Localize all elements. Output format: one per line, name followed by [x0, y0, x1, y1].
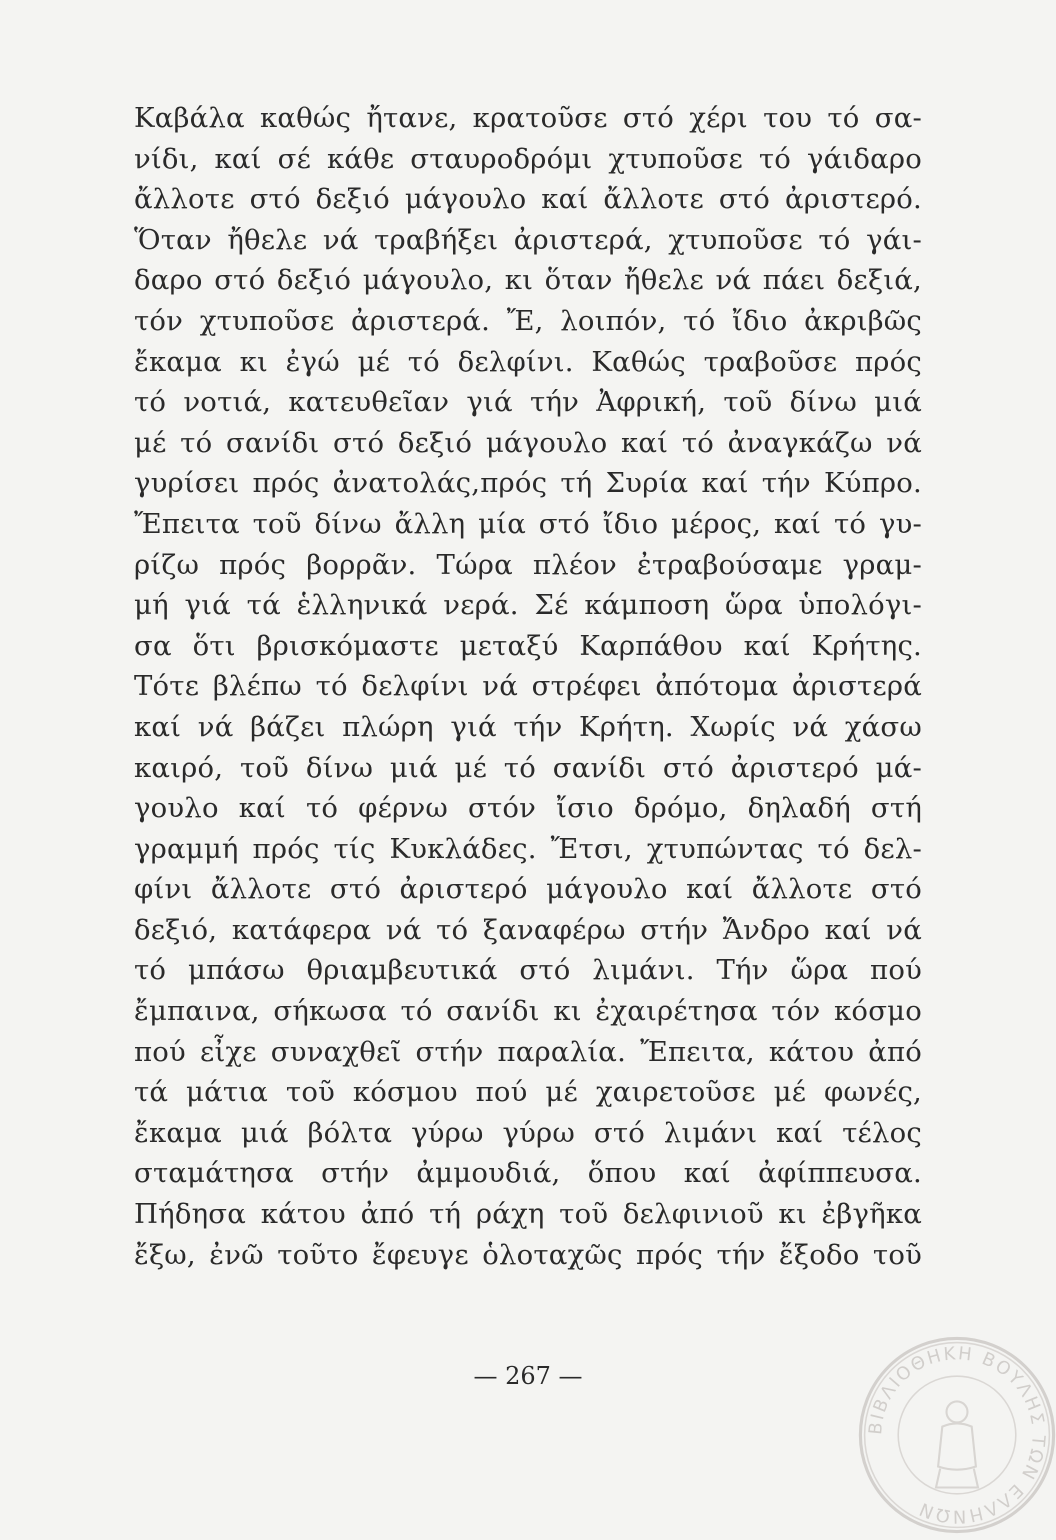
text-line: Καβάλα καθώς ἤτανε, κρατοῦσε στό χέρι του τό σα- [134, 102, 922, 134]
svg-text:ΒΙΒΛΙΟΘΗΚΗ ΒΟΥΛΗΣ ΤΩΝ ΕΛΛΗΝΩΝ [865, 1343, 1049, 1527]
text-line: ἔμπαινα, σήκωσα τό σανίδι κι ἐχαιρέτησα τόν κόσμο [134, 995, 922, 1028]
text-line: ἄλλοτε στό δεξιό μάγουλο καί ἄλλοτε στό ἀριστερό. [134, 183, 922, 216]
text-line: ἔκαμα κι ἐγώ μέ τό δελφίνι. Καθώς τραβοῦσε πρός [134, 345, 922, 378]
stamp-text: ΒΙΒΛΙΟΘΗΚΗ ΒΟΥΛΗΣ ΤΩΝ ΕΛΛΗΝΩΝ [865, 1343, 1049, 1527]
text-line: φίνι ἄλλοτε στό ἀριστερό μάγουλο καί ἄλλοτε στό [134, 873, 922, 906]
text-line: ρίζω πρός βορρᾶν. Τώρα πλέον ἐτραβούσαμε γραμ- [134, 548, 922, 581]
text-line: Ὅταν ἤθελε νά τραβήξει ἀριστερά, χτυποῦσε τό γάι- [134, 223, 922, 256]
text-line: μή γιά τά ἑλληνικά νερά. Σέ κάμποση ὥρα ὑπολόγι- [134, 589, 922, 622]
text-line: δεξιό, κατάφερα νά τό ξαναφέρω στήν Ἄνδρο καί νά [134, 913, 922, 946]
text-line: σταμάτησα στήν ἀμμουδιά, ὅπου καί ἀφίππευσα. [134, 1157, 922, 1190]
text-line: καί νά βάζει πλώρη γιά τήν Κρήτη. Χωρίς νά χάσω [134, 710, 922, 743]
text-line: ἔκαμα μιά βόλτα γύρω γύρω στό λιμάνι καί τέλος [134, 1116, 922, 1149]
text-line: νίδι, καί σέ κάθε σταυροδρόμι χτυποῦσε τό γάιδαρο [134, 142, 922, 175]
text-line: μέ τό σανίδι στό δεξιό μάγουλο καί τό ἀναγκάζω νά [134, 426, 922, 459]
text-line: Τότε βλέπω τό δελφίνι νά στρέφει ἀπότομα ἀριστερά [134, 670, 922, 703]
text-line: γραμμή πρός τίς Κυκλάδες. Ἔτσι, χτυπώντας τό δελ- [134, 832, 922, 865]
text-line: Πήδησα κάτου ἀπό τή ράχη τοῦ δελφινιοῦ κι ἐβγῆκα [134, 1198, 922, 1231]
text-line: γουλο καί τό φέρνω στόν ἴσιο δρόμο, δηλαδή στή [134, 792, 922, 825]
page-number: — 267 — [473, 1362, 583, 1390]
text-line: καιρό, τοῦ δίνω μιά μέ τό σανίδι στό ἀριστερό μά- [134, 751, 922, 784]
text-line: ἔξω, ἐνῶ τοῦτο ἔφευγε ὁλοταχῶς πρός τήν ἔξοδο τοῦ [134, 1238, 922, 1271]
text-line: τά μάτια τοῦ κόσμου πού μέ χαιρετοῦσε μέ φωνές, [134, 1076, 922, 1109]
text-line: τό νοτιά, κατευθεῖαν γιά τήν Ἀφρική, τοῦ δίνω μιά [134, 386, 922, 419]
text-line: τό μπάσω θριαμβευτικά στό λιμάνι. Τήν ὥρα πού [134, 954, 922, 987]
text-line: σα ὅτι βρισκόμαστε μεταξύ Καρπάθου καί Κρήτης. [134, 629, 922, 662]
text-line: δαρο στό δεξιό μάγουλο, κι ὅταν ἤθελε νά πάει δεξιά, [134, 264, 922, 297]
text-line: πού εἶχε συναχθεῖ στήν παραλία. Ἔπειτα, κάτου ἀπό [134, 1035, 922, 1068]
text-line: Ἔπειτα τοῦ δίνω ἄλλη μία στό ἴδιο μέρος, καί τό γυ- [134, 507, 922, 540]
text-line: γυρίσει πρός ἀνατολάς,πρός τή Συρία καί τήν Κύπρο. [134, 467, 922, 500]
text-line: τόν χτυποῦσε ἀριστερά. Ἔ, λοιπόν, τό ἴδιο ἀκριβῶς [134, 304, 922, 337]
library-stamp-icon [852, 1330, 1056, 1540]
body-text [134, 98, 922, 1275]
